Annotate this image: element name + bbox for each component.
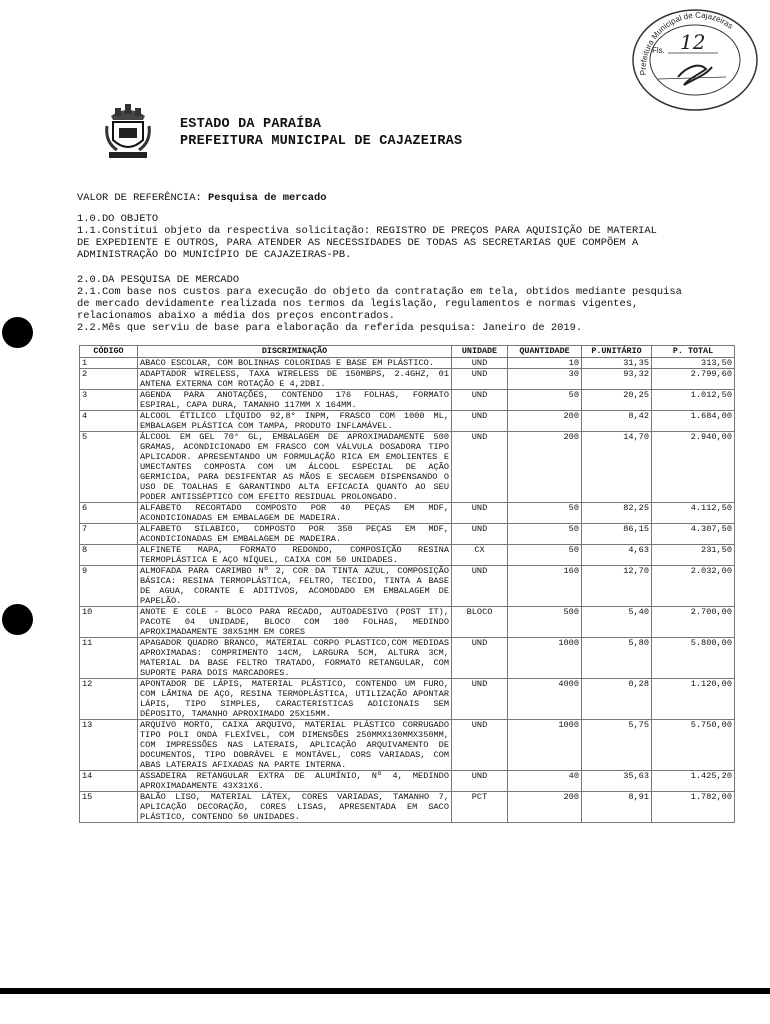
header-state: ESTADO DA PARAÍBA (180, 117, 322, 132)
pesquisa-line-3: relacionamos abaixo a média dos preços encontrados. (77, 310, 396, 322)
section-objeto-heading: 1.0.DO OBJETO (77, 213, 159, 225)
item-unit: UND (452, 432, 508, 503)
item-quantity: 50 (508, 545, 582, 566)
item-unit-price: 4,63 (582, 545, 652, 566)
reference-line (77, 192, 326, 204)
table-row (80, 358, 735, 369)
item-total: 4.112,50 (652, 503, 735, 524)
item-unit: UND (452, 358, 508, 369)
item-unit-price: 86,15 (582, 524, 652, 545)
col-header-description: DISCRIMINAÇÃO (138, 346, 452, 358)
item-description: ABACO ESCOLAR, COM BOLINHAS COLORIDAS E BASE EM PLÁSTICO. (138, 358, 452, 369)
item-description: ALCOOL ÉTILICO LÍQUIDO 92,8° INPM, FRASCO COM 1000 ML, EMBALAGEM PLÁSTICA COM TAMPA, PRODUTO INFLAMÁVEL. (138, 411, 452, 432)
item-unit-price: 20,25 (582, 390, 652, 411)
section-pesquisa-heading: 2.0.DA PESQUISA DE MERCADO (77, 274, 240, 286)
item-quantity: 40 (508, 771, 582, 792)
item-unit-price: 35,63 (582, 771, 652, 792)
objeto-line-2: DE EXPEDIENTE E OUTROS, PARA ATENDER AS NECESSIDADES DE TODAS AS SECRETARIAS QUE COMPÕEM A (77, 237, 639, 249)
pesquisa-line-1: 2.1.Com base nos custos para execução do objeto da contratação em tela, obtidos mediante pesquisa (77, 286, 682, 298)
stamp-fls-label: Fls. (652, 46, 665, 55)
item-description: APAGADOR QUADRO BRANCO, MATERIAL CORPO PLASTICO,COM MEDIDAS APROXIMADAS: COMPRIMENTO 14CM, LARGURA 5CM, ALTURA 3CM, MATERIAL DA BASE FELTRO TRATADO, FORMATO RETANGULAR, COM SUPORTE PARA DOIS MARCADORES. (138, 638, 452, 679)
item-code: 8 (80, 545, 138, 566)
item-unit: BLOCO (452, 607, 508, 638)
item-unit: UND (452, 503, 508, 524)
item-quantity: 50 (508, 390, 582, 411)
table-row (80, 503, 735, 524)
item-code: 7 (80, 524, 138, 545)
item-unit-price: 5,75 (582, 720, 652, 771)
item-code: 5 (80, 432, 138, 503)
item-quantity: 500 (508, 607, 582, 638)
col-header-total: P. TOTAL (652, 346, 735, 358)
item-total: 2.700,00 (652, 607, 735, 638)
item-quantity: 50 (508, 503, 582, 524)
item-total: 2.940,00 (652, 432, 735, 503)
item-total: 1.012,50 (652, 390, 735, 411)
item-unit: PCT (452, 792, 508, 823)
item-unit-price: 12,70 (582, 566, 652, 607)
item-total: 1.782,00 (652, 792, 735, 823)
item-total: 1.684,00 (652, 411, 735, 432)
item-unit-price: 14,70 (582, 432, 652, 503)
item-description: BALÃO LISO, MATERIAL LÁTEX, CORES VARIADAS, TAMANHO 7, APLICAÇÃO DECORAÇÃO, CORES LISAS, APRESENTADA EM SACO PLÁSTICO, CONTENDO 50 UNIDADES. (138, 792, 452, 823)
reference-value: Pesquisa de mercado (207, 192, 327, 204)
item-code: 2 (80, 369, 138, 390)
item-quantity: 160 (508, 566, 582, 607)
item-unit-price: 82,25 (582, 503, 652, 524)
binder-hole (2, 317, 33, 348)
document-header (180, 116, 462, 150)
item-code: 4 (80, 411, 138, 432)
item-total: 313,50 (652, 358, 735, 369)
item-description: ALFABETO SILABICO, COMPOSTO POR 350 PEÇAS EM MDF, ACONDICIONADAS EM EMBALAGEM DE MADEIRA. (138, 524, 452, 545)
header-prefecture: PREFEITURA MUNICIPAL DE CAJAZEIRAS (180, 134, 463, 149)
table-row (80, 411, 735, 432)
item-total: 1.120,00 (652, 679, 735, 720)
col-header-quantity: QUANTIDADE (508, 346, 582, 358)
item-unit: UND (452, 369, 508, 390)
item-quantity: 1000 (508, 638, 582, 679)
item-description: ANOTE E COLE - BLOCO PARA RECADO, AUTOADESIVO (POST IT), PACOTE 04 UNIDADE, BLOCO COM 100 FOLHAS, MEDINDO APROXIMADAMENTE 38X51MM EM CORES (138, 607, 452, 638)
item-code: 12 (80, 679, 138, 720)
item-unit-price: 31,35 (582, 358, 652, 369)
table-header-row (80, 346, 735, 358)
item-description: ÁLCOOL EM GEL 70° GL, EMBALAGEM DE APROXIMADAMENTE 500 GRAMAS, ACONDICIONADO EM FRASCO COM VÁLVULA DOSADORA TIPO APLICADOR. APRESENTANDO UM FORMULAÇÃO RICA EM EMOLIENTES E UMECTANTES COMPOSTA COM UM ÁLCOOL ESPECIAL DE AÇÃO GERMICIDA, PARA DESIFENTAR AS MÃOS E SECAGEM DISPENSANDO O USO DE TOALHAS E GARANTINDO ALTA EFICACIA QUANTO AO SEU PODER ANTISSÉPTICO COM EFEITO RESIDUAL PROLONGADO. (138, 432, 452, 503)
item-quantity: 200 (508, 432, 582, 503)
item-code: 6 (80, 503, 138, 524)
item-quantity: 200 (508, 411, 582, 432)
item-code: 3 (80, 390, 138, 411)
table-row (80, 607, 735, 638)
table-row (80, 679, 735, 720)
item-code: 14 (80, 771, 138, 792)
item-description: ARQUIVO MORTO, CAIXA ARQUIVO, MATERIAL PLÁSTICO CORRUGADO TIPO POLI ONDA FLEXÍVEL, COM DIMENSÕES 250MMX130MMX350MM, COM IMPRESSÕES NAS LATERAIS, APLICAÇÃO ARQUIVAMENTO DE DOCUMENTOS, TIPO DOBRÁVEL E MONTÁVEL, CORS VARIADAS, COM ABAS LATERAIS AFIXADAS NA PARTE INTERNA. (138, 720, 452, 771)
item-total: 5.750,00 (652, 720, 735, 771)
item-unit-price: 93,32 (582, 369, 652, 390)
table-row (80, 390, 735, 411)
item-unit: UND (452, 638, 508, 679)
table-row (80, 432, 735, 503)
item-total: 231,50 (652, 545, 735, 566)
item-unit: UND (452, 566, 508, 607)
table-row (80, 638, 735, 679)
item-description: ALFINETE MAPA, FORMATO REDONDO, COMPOSIÇÃO RESINA TERMOPLÁSTICA E AÇO NÍQUEL, CAIXA COM 50 UNIDADES. (138, 545, 452, 566)
item-description: ASSADEIRA RETANGULAR EXTRA DE ALUMÍNIO, Nº 4, MEDINDO APROXIMADAMENTE 43X31X6. (138, 771, 452, 792)
item-quantity: 50 (508, 524, 582, 545)
table-row (80, 545, 735, 566)
item-quantity: 200 (508, 792, 582, 823)
item-unit: UND (452, 679, 508, 720)
item-quantity: 30 (508, 369, 582, 390)
item-total: 2.799,60 (652, 369, 735, 390)
col-header-unit: UNIDADE (452, 346, 508, 358)
item-code: 13 (80, 720, 138, 771)
item-code: 10 (80, 607, 138, 638)
municipal-stamp (628, 5, 762, 111)
scan-edge (0, 988, 770, 994)
binder-hole (2, 604, 33, 635)
item-unit: UND (452, 720, 508, 771)
item-total: 2.032,00 (652, 566, 735, 607)
item-unit: UND (452, 524, 508, 545)
item-description: AGENDA PARA ANOTAÇÕES, CONTENDO 176 FOLHAS, FORMATO ESPIRAL, CAPA DURA, TAMANHO 117MM X 164MM. (138, 390, 452, 411)
stamp-page-number: 12 (680, 30, 706, 54)
pesquisa-line-2: de mercado devidamente realizada nos termos da legislação, regulamentos e normas vigentes, (77, 298, 639, 310)
table-row (80, 566, 735, 607)
item-description: APONTADOR DE LÁPIS, MATERIAL PLÁSTICO, CONTENDO UM FURO, COM LÂMINA DE AÇO, RESINA TERMOPLÁSTICA, UTILIZAÇÃO APONTAR LÁPIS, TIPO SIMPLES, CARACTERISTICAS ADICIONAIS SEM DÉPOSITO, TAMANHO APROXIMADO 25X15MM. (138, 679, 452, 720)
item-quantity: 4000 (508, 679, 582, 720)
table-row (80, 524, 735, 545)
stamp-text: Prefeitura Municipal de Cajazeiras (638, 10, 735, 76)
item-unit-price: 0,28 (582, 679, 652, 720)
col-header-code: CÓDIGO (80, 346, 138, 358)
item-unit: UND (452, 411, 508, 432)
item-total: 1.425,20 (652, 771, 735, 792)
item-unit: CX (452, 545, 508, 566)
item-quantity: 10 (508, 358, 582, 369)
reference-label: VALOR DE REFERÊNCIA: (77, 192, 202, 204)
table-row (80, 771, 735, 792)
item-description: ALMOFADA PARA CARIMBO Nº 2, COR DA TINTA AZUL, COMPOSIÇÃO BÁSICA: RESINA TERMOPLÁSTICA, FELTRO, TECIDO, TINTA A BASE DE AGUA, CORANTE E ADITIVOS, ACOMODADO EM EMBALAGEM DE PAPELÃO. (138, 566, 452, 607)
item-code: 9 (80, 566, 138, 607)
pesquisa-line-4: 2.2.Mês que serviu de base para elaboração da referida pesquisa: Janeiro de 2019. (77, 322, 583, 334)
item-unit: UND (452, 771, 508, 792)
col-header-unit-price: P.UNITÁRIO (582, 346, 652, 358)
item-unit-price: 5,40 (582, 607, 652, 638)
item-unit: UND (452, 390, 508, 411)
items-table (79, 345, 735, 823)
item-total: 5.800,00 (652, 638, 735, 679)
item-unit-price: 8,42 (582, 411, 652, 432)
objeto-line-3: ADMINISTRAÇÃO DO MUNICÍPIO DE CAJAZEIRAS-PB. (77, 249, 352, 261)
item-code: 11 (80, 638, 138, 679)
table-row (80, 720, 735, 771)
objeto-line-1: 1.1.Constitui objeto da respectiva solicitação: REGISTRO DE PREÇOS PARA AQUISIÇÃO DE MATERIAL (77, 225, 657, 237)
item-unit-price: 8,91 (582, 792, 652, 823)
signature-scribble (678, 66, 712, 85)
item-code: 15 (80, 792, 138, 823)
item-description: ADAPTADOR WIRELESS, TAXA WIRELESS DE 150MBPS, 2.4GHZ, 01 ANTENA EXTERNA COM ROTAÇÃO E 4,2DBI. (138, 369, 452, 390)
table-row (80, 369, 735, 390)
item-unit-price: 5,80 (582, 638, 652, 679)
municipal-crest (103, 102, 153, 162)
item-total: 4.307,50 (652, 524, 735, 545)
item-code: 1 (80, 358, 138, 369)
item-quantity: 1000 (508, 720, 582, 771)
item-description: ALFABETO RECORTADO COMPOSTO POR 40 PEÇAS EM MDF, ACONDICIONADAS EM EMBALAGEM DE MADEIRA. (138, 503, 452, 524)
table-row (80, 792, 735, 823)
